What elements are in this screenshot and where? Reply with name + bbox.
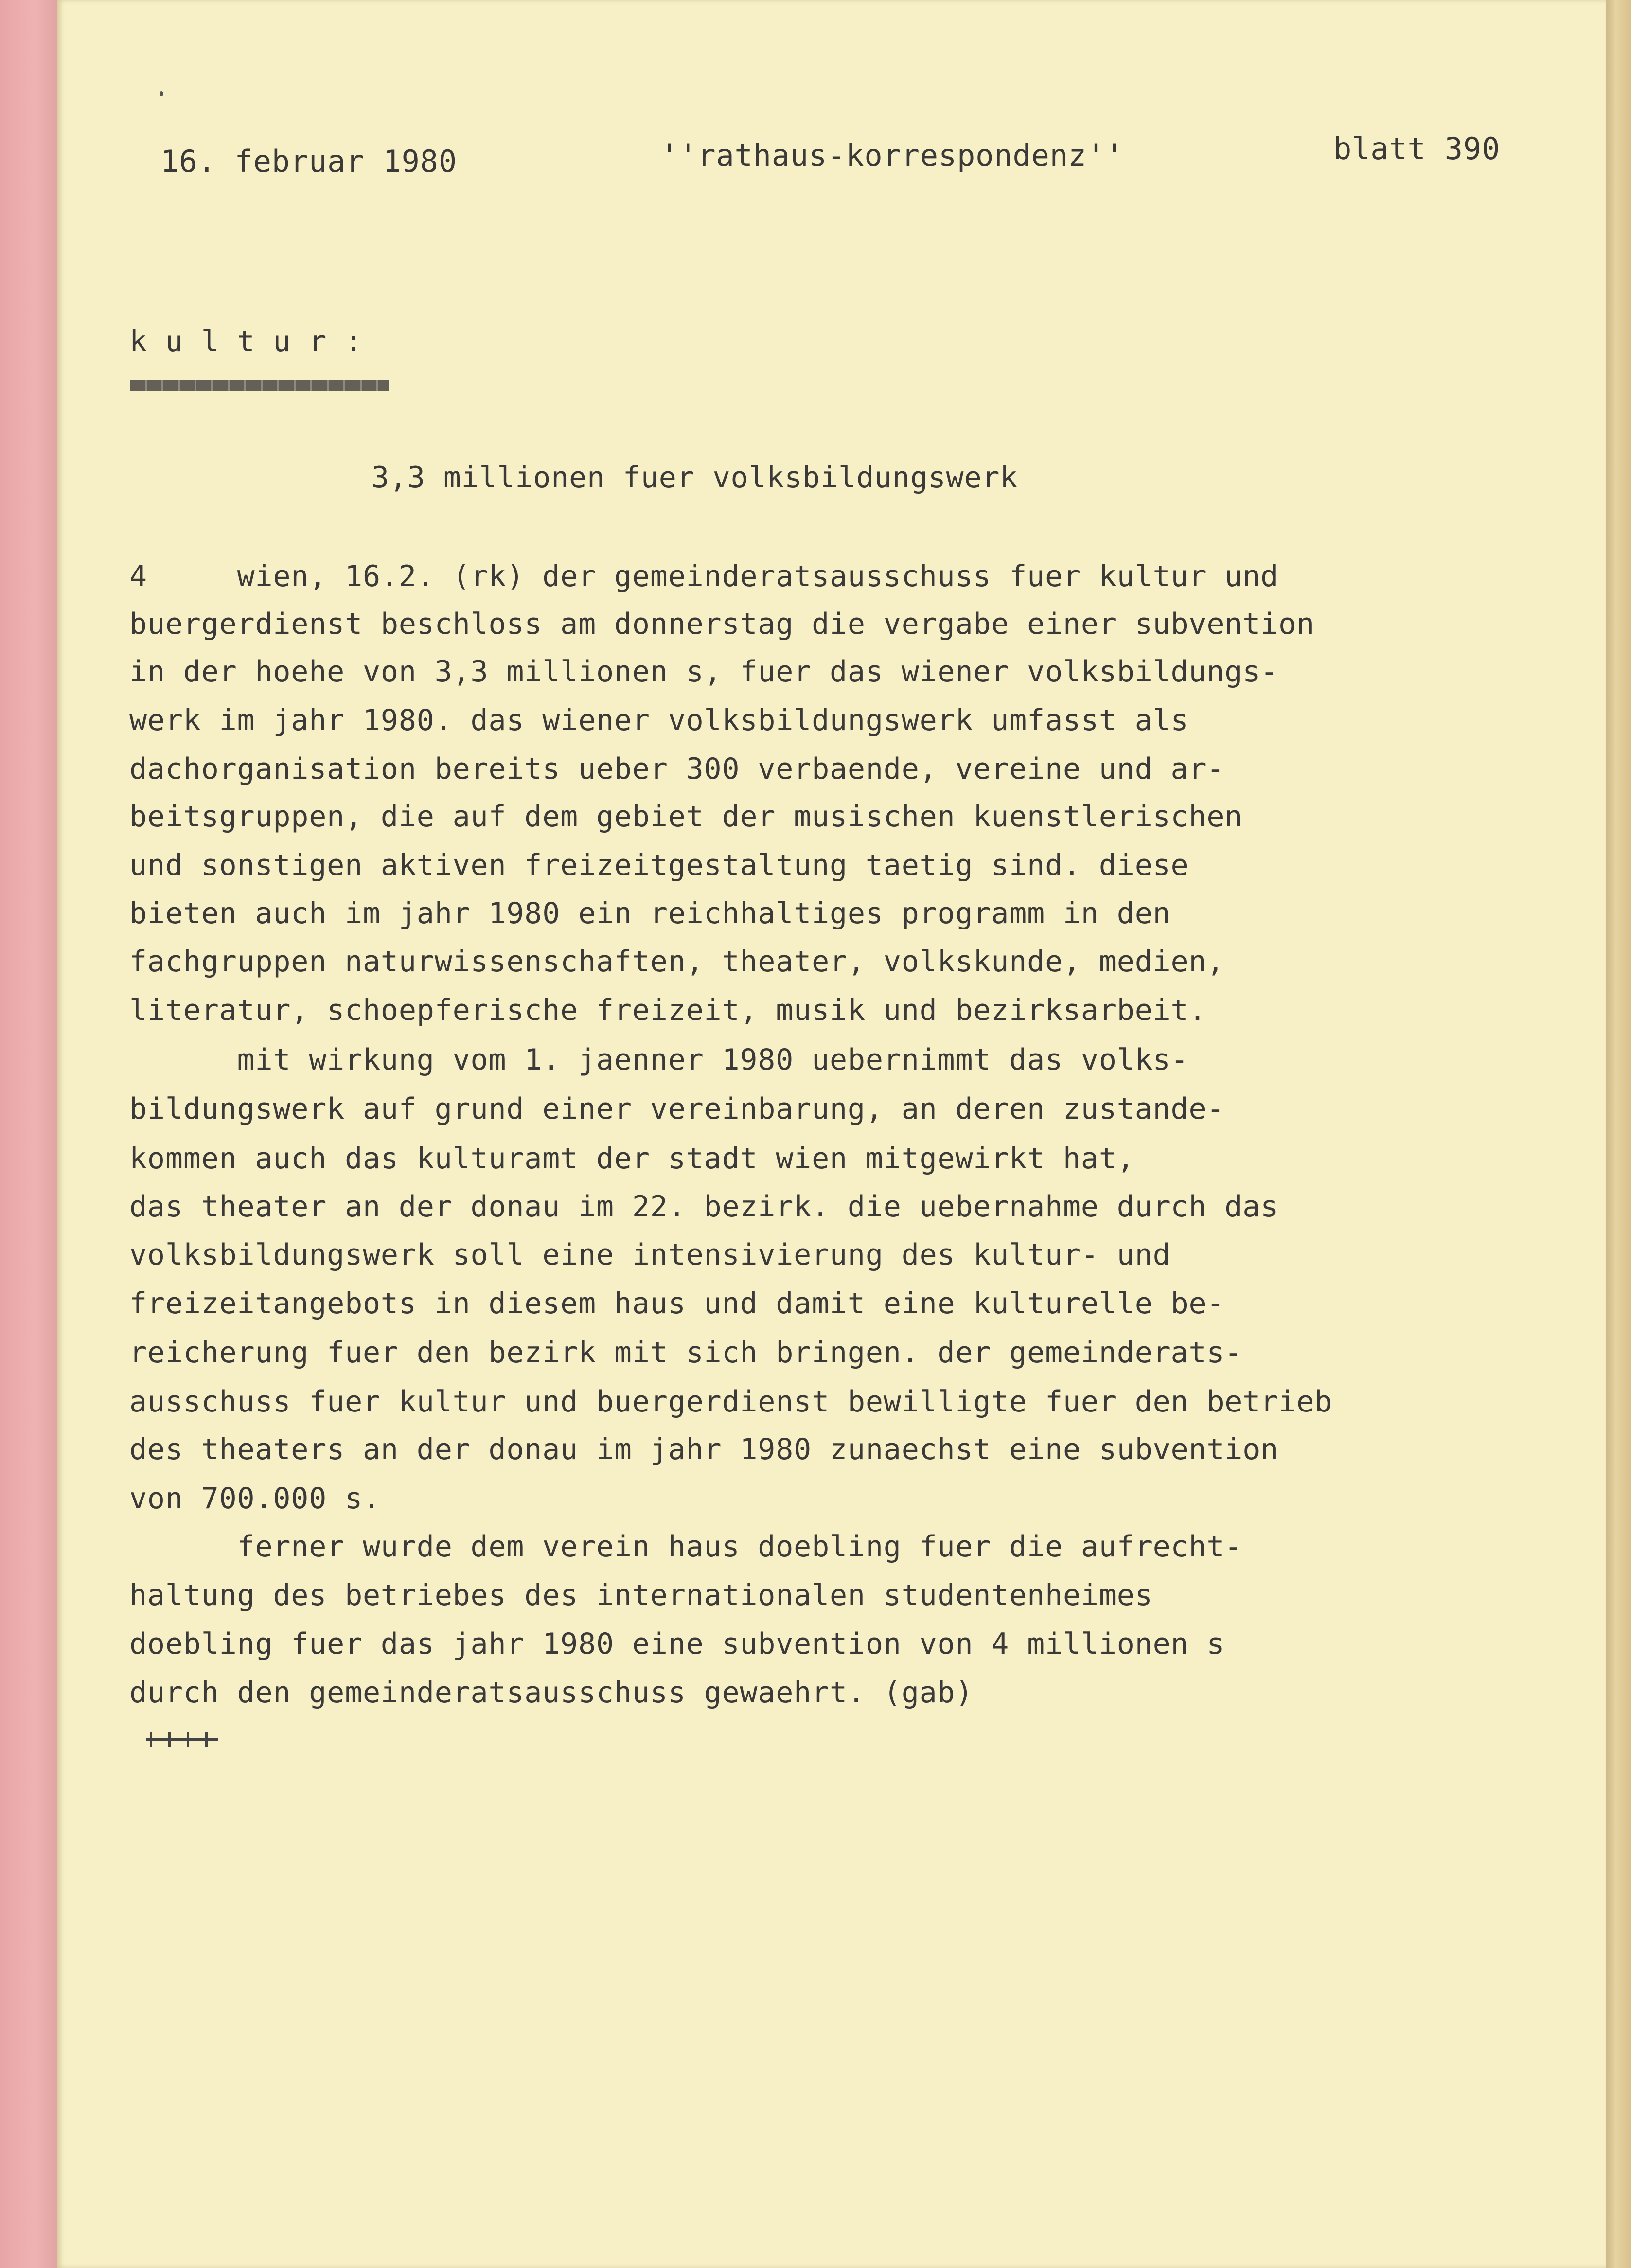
body-line: des theaters an der donau im jahr 1980 zunaechst eine subvention: [129, 1432, 1279, 1466]
ink-dot: [160, 91, 163, 96]
body-line: reicherung fuer den bezirk mit sich bringen. der gemeinderats-: [129, 1336, 1243, 1370]
body-line: freizeitangebots in diesem haus und damit eine kulturelle be-: [129, 1286, 1225, 1321]
body-line: fachgruppen naturwissenschaften, theater, volkskunde, medien,: [129, 945, 1225, 979]
body-line: 4 wien, 16.2. (rk) der gemeinderatsausschuss fuer kultur und: [129, 559, 1279, 593]
body-line: von 700.000 s.: [129, 1482, 381, 1516]
section-heading-underline: [130, 380, 389, 391]
body-line: und sonstigen aktiven freizeitgestaltung taetig sind. diese: [129, 848, 1189, 882]
body-line: volksbildungswerk soll eine intensivierung des kultur- und: [129, 1238, 1171, 1272]
header-date: 16. februar 1980: [160, 143, 458, 179]
body-line: in der hoehe von 3,3 millionen s, fuer das wiener volksbildungs-: [129, 655, 1279, 689]
body-line: werk im jahr 1980. das wiener volksbildungswerk umfasst als: [129, 703, 1189, 737]
body-line: bieten auch im jahr 1980 ein reichhaltiges programm in den: [129, 896, 1171, 930]
header-publication: ''rathaus-korrespondenz'': [660, 138, 1124, 173]
body-line: mit wirkung vom 1. jaenner 1980 uebernimmt das volks-: [129, 1043, 1189, 1077]
section-heading: k u l t u r :: [129, 324, 363, 358]
body-line: ferner wurde dem verein haus doebling fuer die aufrecht-: [129, 1530, 1243, 1564]
body-line: buergerdienst beschloss am donnerstag die vergabe einer subvention: [129, 607, 1314, 641]
article-title: 3,3 millionen fuer volksbildungswerk: [372, 461, 1018, 495]
body-line: haltung des betriebes des internationalen studentenheimes: [129, 1578, 1153, 1612]
body-line: beitsgruppen, die auf dem gebiet der musischen kuenstlerischen: [129, 800, 1243, 834]
pink-backing-sheet: [0, 0, 58, 2268]
header-sheet-number: blatt 390: [1333, 131, 1501, 166]
body-line: literatur, schoepferische freizeit, musik und bezirksarbeit.: [129, 993, 1207, 1027]
body-line: bildungswerk auf grund einer vereinbarung, an deren zustande-: [129, 1092, 1225, 1126]
body-line: das theater an der donau im 22. bezirk. die uebernahme durch das: [129, 1190, 1279, 1224]
body-line: kommen auch das kulturamt der stadt wien mitgewirkt hat,: [129, 1142, 1135, 1176]
end-of-item-mark: [146, 1730, 218, 1749]
body-line: ausschuss fuer kultur und buergerdienst bewilligte fuer den betrieb: [129, 1385, 1332, 1419]
page-edge: [1606, 0, 1631, 2268]
body-line: doebling fuer das jahr 1980 eine subvention von 4 millionen s: [129, 1627, 1225, 1661]
body-line: dachorganisation bereits ueber 300 verbaende, vereine und ar-: [129, 752, 1225, 786]
body-line: durch den gemeinderatsausschuss gewaehrt. (gab): [129, 1676, 974, 1710]
